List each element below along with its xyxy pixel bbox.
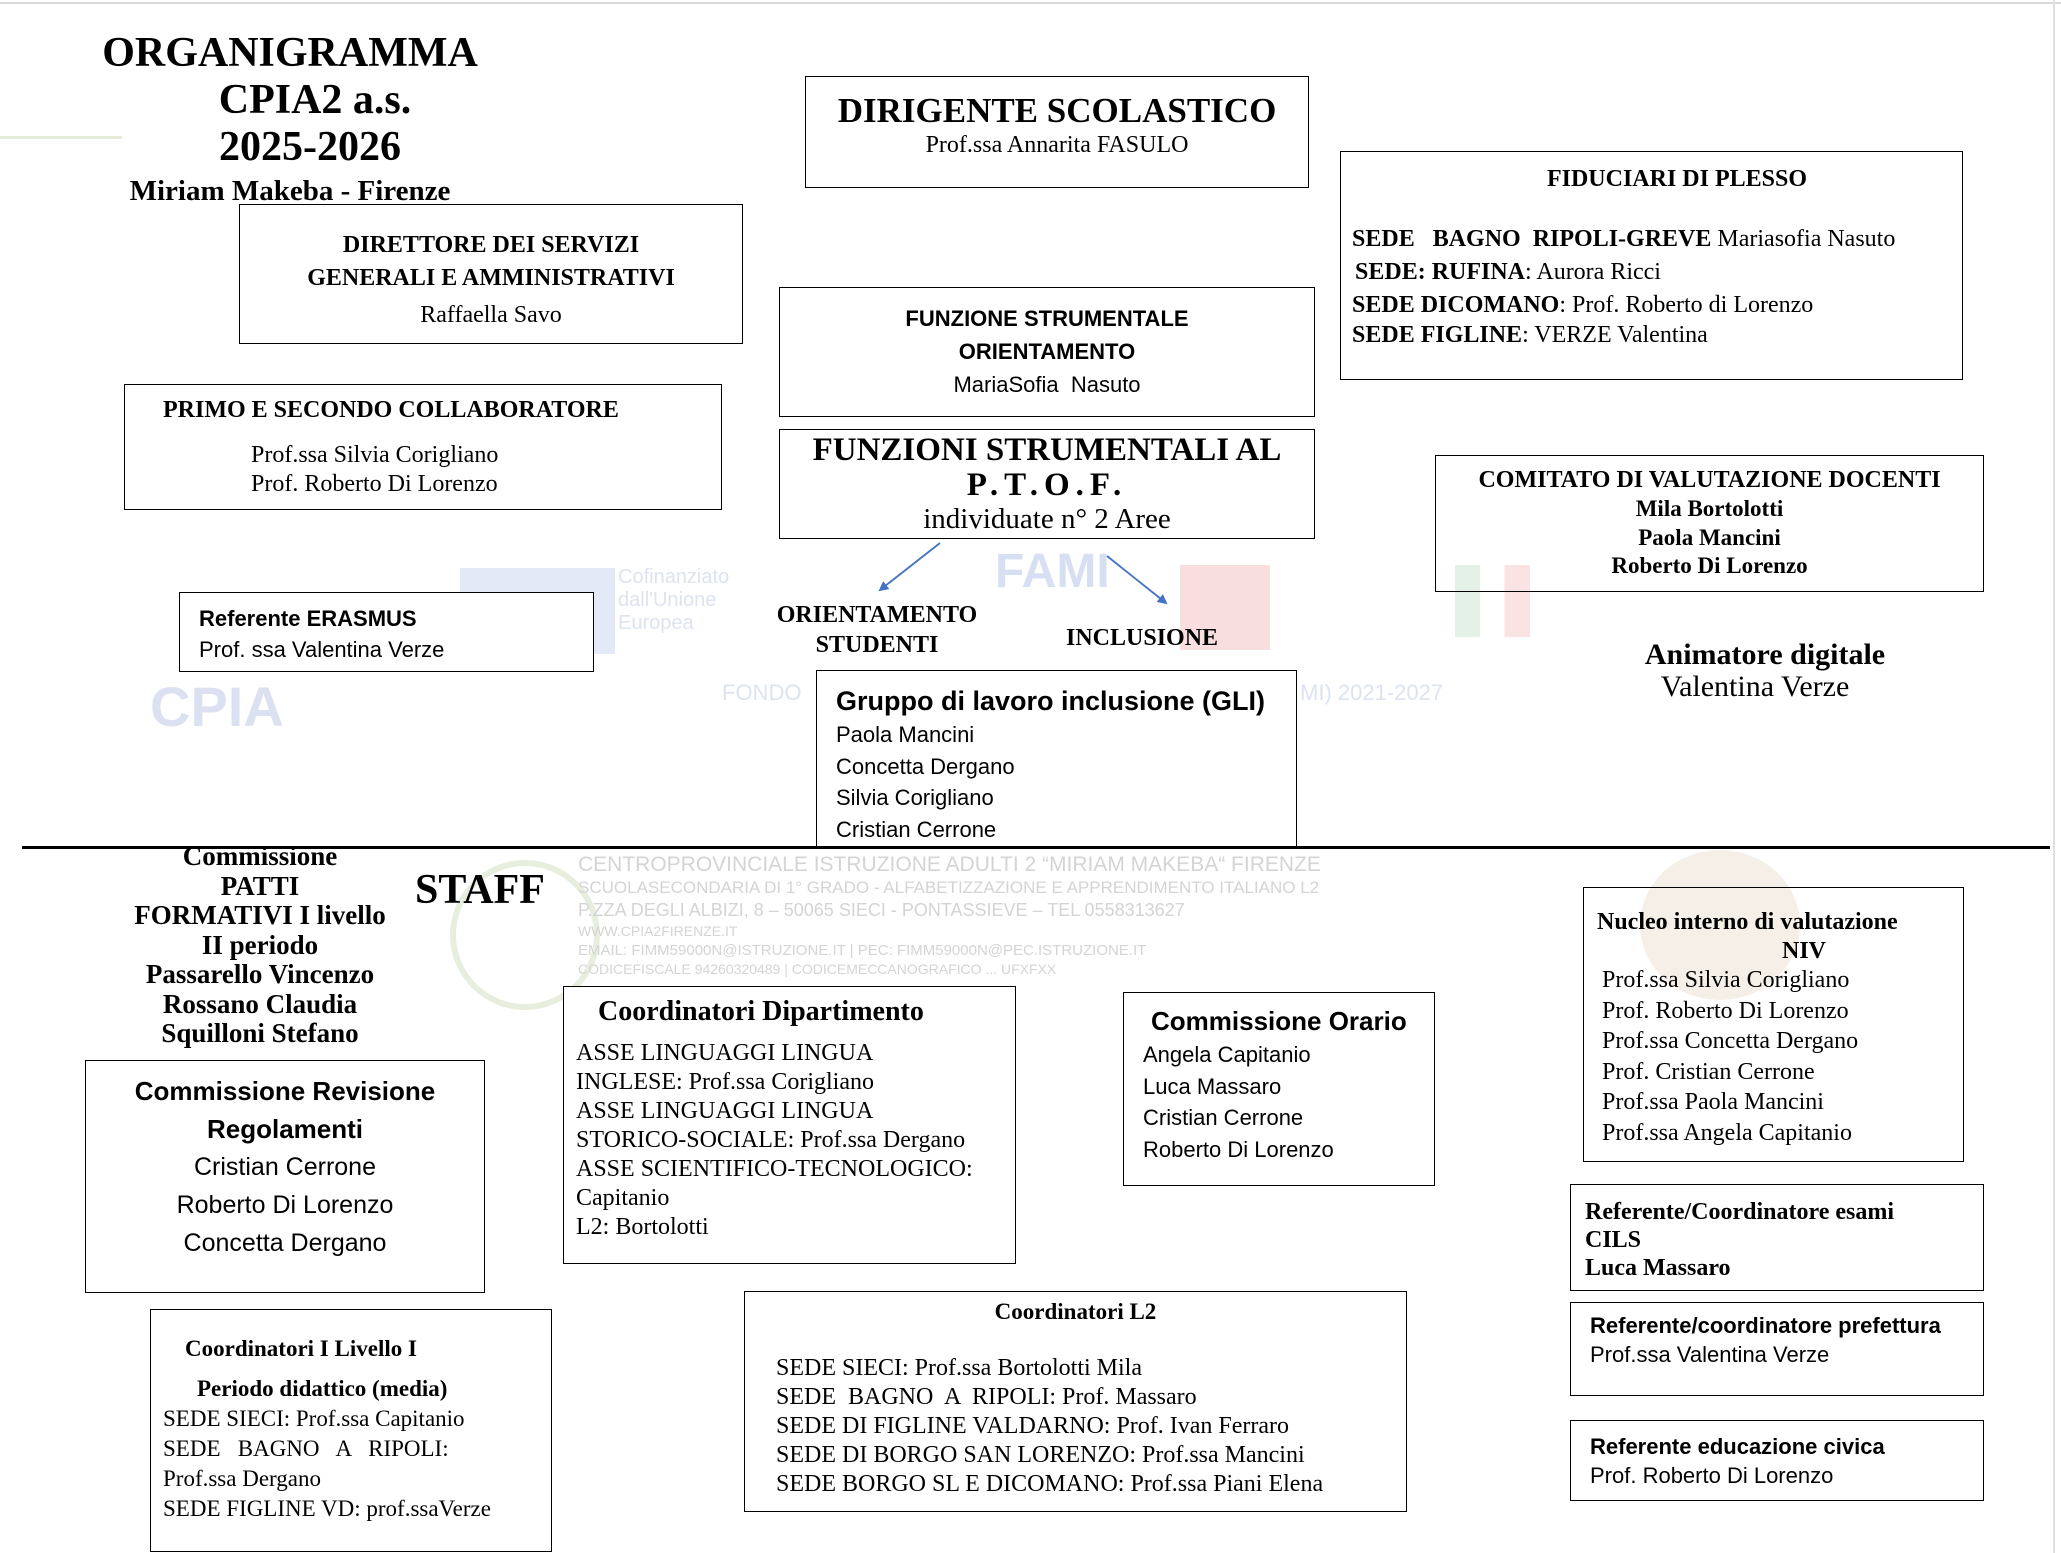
revisione-box	[85, 1060, 485, 1293]
revisione-name: Cristian Cerrone	[193, 1153, 376, 1181]
orario-name: Cristian Cerrone	[1143, 1105, 1304, 1130]
dipartimento-heading: Coordinatori Dipartimento	[598, 996, 924, 1027]
niv-box	[1583, 887, 1964, 1162]
watermark-fondo: FONDO	[722, 680, 802, 705]
orario-heading: Commissione Orario	[1151, 1006, 1407, 1036]
area-inclusione-label: INCLUSIONE	[1066, 625, 1219, 651]
l2-line: SEDE BORGO SL E DICOMANO: Prof.ssa Piani Elena	[776, 1471, 1324, 1497]
ptof-note: individuate n° 2 Aree	[923, 503, 1171, 535]
animatore-digitale	[1600, 638, 1930, 702]
patti-line: PATTI	[220, 870, 300, 901]
title-line-1: ORGANIGRAMMA	[102, 30, 478, 76]
area-orientamento-line-1: ORIENTAMENTO	[776, 602, 978, 628]
revisione-name: Concetta Dergano	[183, 1229, 387, 1257]
direttore-heading-1: DIRETTORE DEI SERVIZI	[342, 232, 640, 258]
revisione-name: Roberto Di Lorenzo	[176, 1191, 394, 1219]
l2-line: SEDE DI FIGLINE VALDARNO: Prof. Ivan Ferraro	[776, 1413, 1290, 1439]
cils-line: Luca Massaro	[1585, 1255, 1731, 1281]
title-line-2: CPIA2 a.s.	[218, 77, 412, 123]
prefettura-name: Prof.ssa Valentina Verze	[1590, 1342, 1830, 1367]
livello1-line: SEDE SIECI: Prof.ssa Capitanio	[163, 1406, 465, 1431]
funzione-orientamento-heading-2: ORIENTAMENTO	[958, 339, 1136, 364]
comitato-name: Roberto Di Lorenzo	[1611, 553, 1808, 578]
watermark-header-6: CODICEFISCALE 94260320489 | CODICEMECCANOGRAFICO ... UFXFXX	[578, 961, 1057, 977]
dirigente-heading: DIRIGENTE SCOLASTICO	[837, 91, 1277, 130]
niv-name: Prof.ssa Angela Capitanio	[1602, 1119, 1852, 1146]
watermark-fami-years: MI) 2021-2027	[1300, 680, 1444, 705]
commissione-patti	[100, 842, 420, 1049]
fiduciari-name: : VERZE Valentina	[1522, 322, 1708, 348]
revisione-heading-2: Regolamenti	[206, 1114, 364, 1144]
dipartimento-line: L2: Bortolotti	[576, 1214, 709, 1240]
dipartimento-line: STORICO-SOCIALE: Prof.ssa Dergano	[576, 1127, 966, 1153]
patti-line: Passarello Vincenzo	[145, 959, 375, 989]
ptof-heading-2: P.T.O.F.	[966, 467, 1128, 503]
fiduciari-sede: SEDE DICOMANO	[1352, 292, 1560, 318]
comitato-heading: COMITATO DI VALUTAZIONE DOCENTI	[1478, 467, 1941, 493]
funzione-orientamento-name: MariaSofia Nasuto	[953, 372, 1141, 397]
l2-box	[744, 1291, 1407, 1512]
orario-name: Luca Massaro	[1143, 1073, 1282, 1099]
l2-heading: Coordinatori L2	[994, 1299, 1157, 1324]
collaboratori-heading: PRIMO E SECONDO COLLABORATORE	[163, 397, 619, 423]
direttore-heading-2: GENERALI E AMMINISTRATIVI	[307, 265, 675, 291]
patti-line: II periodo	[201, 929, 319, 960]
dirigente-name: Prof.ssa Annarita FASULO	[925, 132, 1189, 158]
dipartimento-line: Capitanio	[576, 1185, 670, 1211]
area-orientamento-line-2: STUDENTI	[815, 632, 939, 658]
watermark-cpia-logo: CPIA	[150, 675, 284, 738]
cils-box	[1570, 1184, 1984, 1291]
fiduciari-name: : Prof. Roberto di Lorenzo	[1559, 292, 1814, 318]
orario-name: Roberto Di Lorenzo	[1143, 1136, 1334, 1162]
livello1-line: SEDE BAGNO A RIPOLI:	[163, 1436, 449, 1461]
staff-label: STAFF	[415, 867, 545, 913]
dipartimento-line: ASSE LINGUAGGI LINGUA	[576, 1040, 874, 1066]
fiduciari-heading: FIDUCIARI DI PLESSO	[1546, 166, 1808, 192]
watermark-header-3: P.ZZA DEGLI ALBIZI, 8 – 50065 SIECI - PONTASSIEVE – TEL 0558313627	[578, 900, 1185, 920]
niv-name: Prof.ssa Paola Mancini	[1602, 1089, 1824, 1115]
fiduciari-name: Mariasofia Nasuto	[1711, 226, 1896, 252]
niv-heading-1: Nucleo interno di valutazione	[1597, 909, 1898, 935]
area-orientamento-label	[747, 600, 1007, 660]
civica-box	[1570, 1420, 1984, 1501]
livello1-heading-2: Periodo didattico (media)	[197, 1376, 448, 1401]
watermark-header-5: EMAIL: FIMM59000N@ISTRUZIONE.IT | PEC: FIMM59000N@PEC.ISTRUZIONE.IT	[578, 942, 1147, 959]
fiduciari-sede: SEDE BAGNO RIPOLI-GREVE	[1352, 226, 1712, 252]
direttore-name: Raffaella Savo	[420, 302, 562, 328]
livello1-box	[150, 1309, 552, 1552]
arrow-to-inclusione	[1107, 556, 1166, 603]
prefettura-box	[1570, 1302, 1984, 1396]
l2-line: SEDE BAGNO A RIPOLI: Prof. Massaro	[776, 1384, 1197, 1410]
dipartimento-line: ASSE LINGUAGGI LINGUA	[576, 1098, 874, 1124]
title-subtitle: Miriam Makeba - Firenze	[129, 175, 451, 207]
watermark-header-1: CENTROPROVINCIALE ISTRUZIONE ADULTI 2 “MIRIAM MAKEBA“ FIRENZE	[578, 853, 1321, 876]
collaboratori-name: Prof. Roberto Di Lorenzo	[251, 471, 498, 497]
gli-name: Silvia Corigliano	[836, 785, 994, 810]
niv-name: Prof.ssa Silvia Corigliano	[1602, 967, 1850, 993]
livello1-line: Prof.ssa Dergano	[163, 1466, 321, 1491]
collaboratori-name: Prof.ssa Silvia Corigliano	[251, 442, 499, 468]
niv-heading-2: NIV	[1782, 938, 1827, 964]
comitato-name: Mila Bortolotti	[1635, 496, 1784, 521]
erasmus-name: Prof. ssa Valentina Verze	[199, 637, 445, 662]
civica-heading: Referente educazione civica	[1590, 1434, 1885, 1459]
watermark-fami-logo: FAMI	[995, 545, 1110, 598]
livello1-heading-1: Coordinatori I Livello I	[185, 1336, 417, 1361]
fiduciari-sede: SEDE: RUFINA	[1355, 259, 1526, 285]
watermark-cofinanziato: Cofinanziato dall'Unione Europea	[618, 566, 730, 634]
civica-name: Prof. Roberto Di Lorenzo	[1590, 1463, 1834, 1488]
comitato-name: Paola Mancini	[1638, 525, 1781, 550]
gli-heading: Gruppo di lavoro inclusione (GLI)	[836, 686, 1266, 716]
dipartimento-line: INGLESE: Prof.ssa Corigliano	[576, 1069, 874, 1095]
title-line-3: 2025-2026	[219, 124, 401, 170]
prefettura-heading: Referente/coordinatore prefettura	[1590, 1313, 1941, 1338]
revisione-heading-1: Commissione Revisione	[134, 1076, 436, 1106]
dipartimento-box	[563, 986, 1016, 1264]
ptof-heading-1: FUNZIONI STRUMENTALI AL	[812, 432, 1282, 468]
patti-line: FORMATIVI I livello	[134, 900, 386, 930]
l2-line: SEDE SIECI: Prof.ssa Bortolotti Mila	[776, 1355, 1142, 1381]
patti-line: Commissione	[182, 841, 338, 871]
gli-box	[816, 670, 1297, 849]
niv-name: Prof.ssa Concetta Dergano	[1602, 1028, 1859, 1054]
gli-name: Paola Mancini	[836, 722, 975, 747]
cils-line: CILS	[1585, 1227, 1642, 1253]
orario-name: Angela Capitanio	[1143, 1042, 1311, 1067]
funzione-orientamento-heading-1: FUNZIONE STRUMENTALE	[905, 306, 1189, 331]
livello1-line: SEDE FIGLINE VD: prof.ssaVerze	[163, 1496, 491, 1521]
arrow-to-orientamento	[880, 543, 940, 590]
watermark-header-2: SCUOLASECONDARIA DI 1° GRADO - ALFABETIZZAZIONE E APPRENDIMENTO ITALIANO L2	[578, 878, 1320, 897]
orario-box	[1123, 992, 1435, 1186]
patti-line: Squilloni Stefano	[161, 1018, 359, 1048]
fiduciari-sede: SEDE FIGLINE	[1352, 322, 1523, 348]
niv-name: Prof. Cristian Cerrone	[1602, 1058, 1815, 1085]
l2-line: SEDE DI BORGO SAN LORENZO: Prof.ssa Mancini	[776, 1442, 1305, 1468]
niv-name: Prof. Roberto Di Lorenzo	[1602, 997, 1849, 1024]
gli-name: Concetta Dergano	[836, 753, 1015, 779]
animatore-name: Valentina Verze	[1660, 670, 1850, 703]
animatore-heading: Animatore digitale	[1644, 638, 1886, 671]
patti-line: Rossano Claudia	[162, 988, 358, 1019]
cils-line: Referente/Coordinatore esami	[1585, 1199, 1895, 1225]
erasmus-heading: Referente ERASMUS	[199, 606, 417, 631]
dipartimento-line: ASSE SCIENTIFICO-TECNOLOGICO:	[576, 1156, 973, 1182]
watermark-header-4: WWW.CPIA2FIRENZE.IT	[578, 923, 738, 939]
fiduciari-name: : Aurora Ricci	[1525, 259, 1661, 285]
gli-name: Cristian Cerrone	[836, 816, 997, 842]
